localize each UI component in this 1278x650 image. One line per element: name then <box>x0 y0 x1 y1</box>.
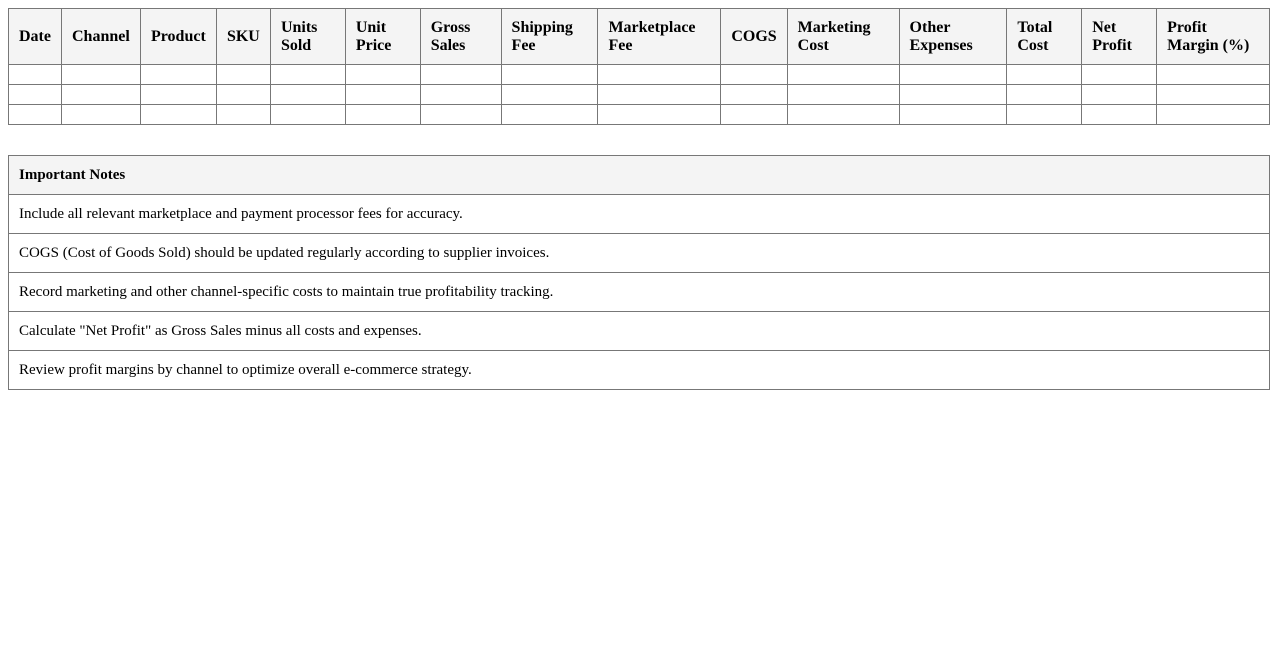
table-cell[interactable] <box>9 65 62 85</box>
table-cell[interactable] <box>899 85 1007 105</box>
column-header-gross-sales: Gross Sales <box>420 9 501 65</box>
table-cell[interactable] <box>61 85 140 105</box>
table-row <box>9 85 1270 105</box>
table-cell[interactable] <box>787 65 899 85</box>
table-cell[interactable] <box>501 85 598 105</box>
table-cell[interactable] <box>1157 105 1270 125</box>
table-cell[interactable] <box>1157 85 1270 105</box>
note-text: COGS (Cost of Goods Sold) should be updated regularly according to supplier invoices. <box>9 234 1270 273</box>
table-cell[interactable] <box>420 85 501 105</box>
table-cell[interactable] <box>61 105 140 125</box>
note-text: Calculate "Net Profit" as Gross Sales minus all costs and expenses. <box>9 312 1270 351</box>
sales-ledger-table <box>8 8 1270 125</box>
table-row <box>9 105 1270 125</box>
table-cell[interactable] <box>1082 105 1157 125</box>
table-cell[interactable] <box>420 105 501 125</box>
table-cell[interactable] <box>1157 65 1270 85</box>
note-row <box>9 195 1270 234</box>
table-cell[interactable] <box>345 85 420 105</box>
column-header-product: Product <box>140 9 216 65</box>
table-cell[interactable] <box>216 65 270 85</box>
table-cell[interactable] <box>270 105 345 125</box>
column-header-other-expenses: Other Expenses <box>899 9 1007 65</box>
column-header-cogs: COGS <box>721 9 787 65</box>
important-notes-table <box>8 155 1270 390</box>
table-cell[interactable] <box>1007 65 1082 85</box>
table-cell[interactable] <box>598 105 721 125</box>
column-header-net-profit: Net Profit <box>1082 9 1157 65</box>
table-cell[interactable] <box>501 105 598 125</box>
note-row <box>9 312 1270 351</box>
column-header-date: Date <box>9 9 62 65</box>
table-cell[interactable] <box>1082 85 1157 105</box>
table-cell[interactable] <box>1007 85 1082 105</box>
notes-header-row <box>9 156 1270 195</box>
column-header-total-cost: Total Cost <box>1007 9 1082 65</box>
note-text: Review profit margins by channel to optimize overall e-commerce strategy. <box>9 351 1270 390</box>
table-cell[interactable] <box>899 65 1007 85</box>
table-cell[interactable] <box>721 85 787 105</box>
table-cell[interactable] <box>899 105 1007 125</box>
column-header-marketplace-fee: Marketplace Fee <box>598 9 721 65</box>
table-cell[interactable] <box>140 85 216 105</box>
notes-title: Important Notes <box>9 156 1270 195</box>
table-cell[interactable] <box>1007 105 1082 125</box>
table-cell[interactable] <box>270 65 345 85</box>
column-header-marketing-cost: Marketing Cost <box>787 9 899 65</box>
column-header-shipping-fee: Shipping Fee <box>501 9 598 65</box>
column-header-units-sold: Units Sold <box>270 9 345 65</box>
table-cell[interactable] <box>787 85 899 105</box>
table-cell[interactable] <box>420 65 501 85</box>
ledger-header-row <box>9 9 1270 65</box>
note-text: Record marketing and other channel-specific costs to maintain true profitability tracking. <box>9 273 1270 312</box>
table-cell[interactable] <box>345 65 420 85</box>
table-cell[interactable] <box>270 85 345 105</box>
table-cell[interactable] <box>9 105 62 125</box>
table-cell[interactable] <box>9 85 62 105</box>
table-cell[interactable] <box>345 105 420 125</box>
column-header-profit-margin: Profit Margin (%) <box>1157 9 1270 65</box>
table-cell[interactable] <box>598 65 721 85</box>
table-cell[interactable] <box>140 105 216 125</box>
table-cell[interactable] <box>598 85 721 105</box>
column-header-sku: SKU <box>216 9 270 65</box>
note-row <box>9 351 1270 390</box>
table-cell[interactable] <box>787 105 899 125</box>
table-cell[interactable] <box>140 65 216 85</box>
table-cell[interactable] <box>721 105 787 125</box>
table-row <box>9 65 1270 85</box>
table-cell[interactable] <box>61 65 140 85</box>
column-header-channel: Channel <box>61 9 140 65</box>
table-cell[interactable] <box>216 105 270 125</box>
table-cell[interactable] <box>721 65 787 85</box>
table-cell[interactable] <box>216 85 270 105</box>
note-text: Include all relevant marketplace and payment processor fees for accuracy. <box>9 195 1270 234</box>
column-header-unit-price: Unit Price <box>345 9 420 65</box>
table-cell[interactable] <box>501 65 598 85</box>
note-row <box>9 234 1270 273</box>
table-cell[interactable] <box>1082 65 1157 85</box>
note-row <box>9 273 1270 312</box>
